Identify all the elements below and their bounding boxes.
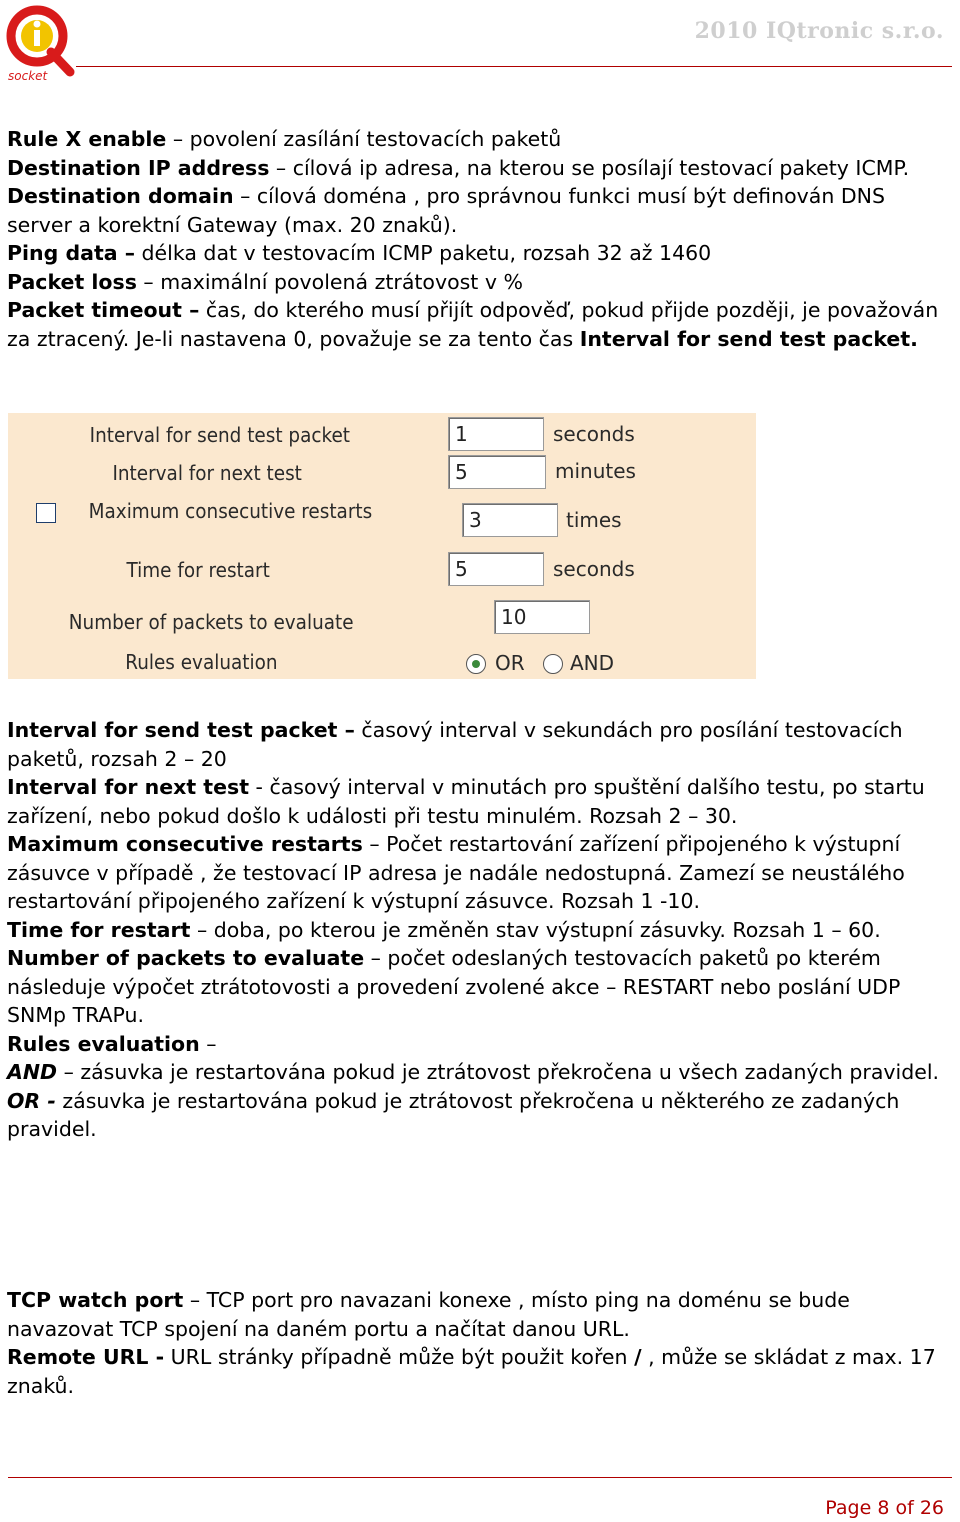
details-section: [7, 716, 955, 1144]
logo-text: socket: [8, 69, 48, 82]
max-restarts-input[interactable]: 3: [462, 503, 558, 537]
def-rule-enable: Rule X enable – povolení zasílání testovacích paketů: [7, 127, 562, 151]
def-tcp-watch-port: TCP watch port – TCP port pro navazani konexe , místo ping na doménu se bude navazovat TCP spojení na daném portu a načítat danou URL.: [7, 1288, 850, 1341]
def-or: OR - zásuvka je restartována pokud je ztrátovost překročena u některého ze zadaných pravidel.: [7, 1088, 900, 1141]
def-ping-data: Ping data – délka dat v testovacím ICMP paketu, rozsah 32 až 1460: [7, 241, 712, 265]
def-max-restarts: Maximum consecutive restarts – Počet restartování zařízení připojeného k výstupní zásuvce v případě , že testovací IP adresa je nadále nedostupná. Zamezí se neustálého restartování připojeného zařízení k výstupní zásuvce. Rozsah 1 -10.: [7, 832, 905, 913]
num-packets-label: Number of packets to evaluate: [69, 610, 354, 634]
def-packet-timeout: Packet timeout – čas, do kterého musí přijít odpověď, pokud přijde později, je považován za ztracený. Je-li nastavena 0, považuje se za tento čas Interval for send test packet.: [7, 298, 939, 351]
header-rule: [76, 66, 952, 67]
def-destination-ip: Destination IP address – cílová ip adresa, na kterou se posílají testovací pakety ICMP.: [7, 155, 910, 180]
interval-send-label: Interval for send test packet: [89, 423, 350, 447]
def-interval-send: Interval for send test packet – časový interval v sekundách pro posílání testovacích paketů, rozsah 2 – 20: [7, 718, 903, 771]
interval-next-unit: minutes: [555, 459, 636, 483]
def-num-packets: Number of packets to evaluate – počet odeslaných testovacích paketů po kterém následuje výpočet ztrátotovosti a provedení zvolené akce – RESTART nebo poslání UDP SNMp TRAPu.: [7, 946, 901, 1027]
def-and: AND – zásuvka je restartována pokud je ztrátovost překročena u všech zadaných pravidel.: [7, 1060, 940, 1084]
def-packet-loss: Packet loss – maximální povolená ztrátovost v %: [7, 269, 523, 294]
iqsocket-logo: [4, 2, 78, 82]
def-remote-url: Remote URL - URL stránky případně může být použit kořen / , může se skládat z max. 17 znaků.: [7, 1345, 936, 1398]
def-rules-eval: Rules evaluation –: [7, 1031, 217, 1056]
settings-form-screenshot: [8, 413, 756, 679]
interval-send-unit: seconds: [553, 422, 635, 446]
rules-eval-and-label: AND: [570, 651, 615, 675]
max-restarts-checkbox[interactable]: [36, 503, 56, 523]
interval-next-input[interactable]: 5: [448, 455, 546, 489]
max-restarts-unit: times: [566, 508, 622, 532]
company-name: 2010 IQtronic s.r.o.: [694, 18, 944, 44]
footer-rule: [8, 1477, 952, 1478]
num-packets-input[interactable]: 10: [494, 600, 590, 634]
interval-next-label: Interval for next test: [112, 461, 302, 485]
rules-eval-and-radio[interactable]: [543, 654, 563, 674]
time-restart-unit: seconds: [553, 557, 635, 581]
def-time-restart: Time for restart – doba, po kterou je změněn stav výstupní zásuvky. Rozsah 1 – 60.: [7, 917, 881, 942]
rules-eval-or-radio[interactable]: [466, 654, 486, 674]
rules-eval-or-label: OR: [495, 651, 525, 675]
intro-section: [7, 125, 955, 353]
def-destination-domain: Destination domain – cílová doména , pro správnou funkci musí být definován DNS server a korektní Gateway (max. 20 znaků).: [7, 184, 885, 237]
page-number: Page 8 of 26: [825, 1497, 944, 1519]
max-restarts-label: Maximum consecutive restarts: [88, 499, 372, 523]
interval-send-input[interactable]: 1: [448, 417, 544, 451]
tcp-section: [7, 1286, 955, 1400]
rules-eval-label: Rules evaluation: [125, 650, 278, 674]
def-interval-next: Interval for next test - časový interval v minutách pro spuštění dalšího testu, po startu zařízení, nebo pokud došlo k události při testu minulém. Rozsah 2 – 30.: [7, 775, 925, 828]
time-restart-input[interactable]: 5: [448, 552, 544, 586]
time-restart-label: Time for restart: [126, 558, 270, 582]
